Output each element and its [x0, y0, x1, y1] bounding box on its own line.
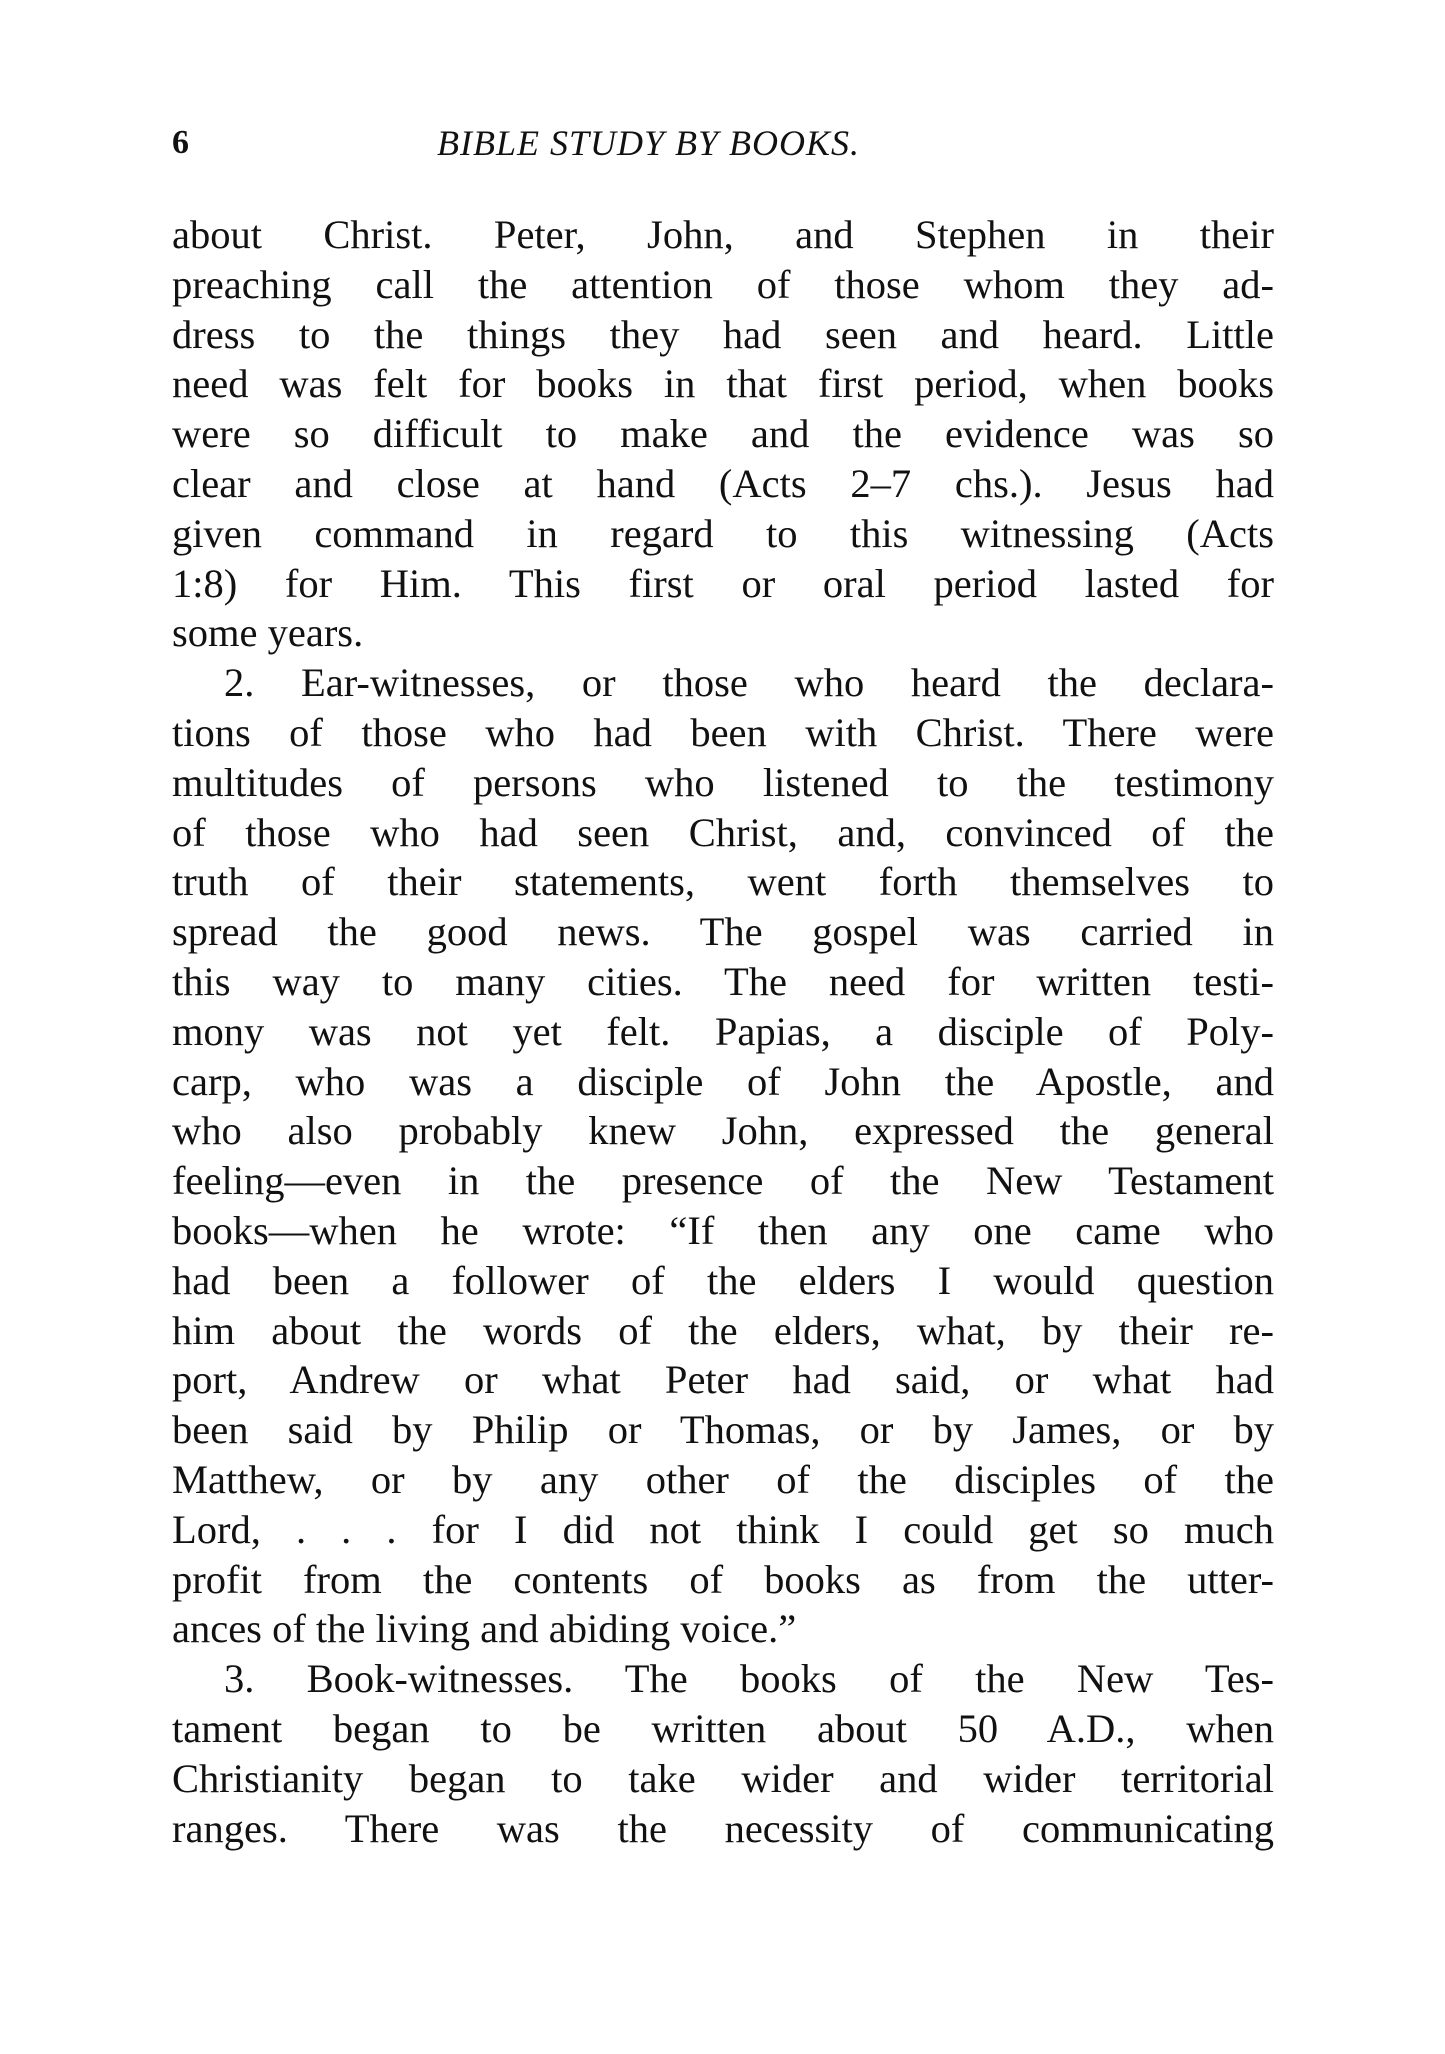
text-line: some years. [172, 610, 364, 656]
text-line: preaching call the attention of those whom they ad- [172, 261, 1274, 307]
text-line: books—when he wrote: “If then any one came who [172, 1207, 1274, 1253]
text-line: clear and close at hand (Acts 2–7 chs.). Jesus had [172, 460, 1274, 506]
text-line: 3. Book-witnesses. The books of the New Tes- [224, 1656, 1274, 1702]
text-line: ances of the living and abiding voice.” [172, 1606, 797, 1652]
text-line: Matthew, or by any other of the disciples of the [172, 1456, 1274, 1502]
text-line: ranges. There was the necessity of communicating [172, 1805, 1274, 1851]
text-line: Lord, . . . for I did not think I could get so much [172, 1506, 1274, 1552]
running-head [172, 118, 1272, 168]
text-line: given command in regard to this witnessing (Acts [172, 510, 1274, 556]
text-line: had been a follower of the elders I would question [172, 1257, 1274, 1303]
text-line: port, Andrew or what Peter had said, or what had [172, 1357, 1274, 1403]
text-line: been said by Philip or Thomas, or by James, or by [172, 1407, 1274, 1453]
text-line: spread the good news. The gospel was carried in [172, 909, 1274, 955]
text-line: Christianity began to take wider and wider territorial [172, 1755, 1274, 1801]
text-line: carp, who was a disciple of John the Apostle, and [172, 1058, 1274, 1104]
text-line: dress to the things they had seen and heard. Little [172, 311, 1274, 357]
text-line: multitudes of persons who listened to the testimony [172, 759, 1274, 805]
text-line: mony was not yet felt. Papias, a disciple of Poly- [172, 1008, 1274, 1054]
text-line: tament began to be written about 50 A.D., when [172, 1705, 1274, 1751]
text-line: about Christ. Peter, John, and Stephen in their [172, 212, 1274, 257]
text-line: who also probably knew John, expressed the general [172, 1108, 1274, 1154]
body-text [172, 210, 1274, 1853]
page-number: 6 [172, 124, 189, 161]
text-line: 2. Ear-witnesses, or those who heard the declara- [224, 660, 1274, 706]
text-line: profit from the contents of books as from the utter- [172, 1556, 1274, 1602]
text-line: tions of those who had been with Christ. There were [172, 709, 1274, 755]
text-line: need was felt for books in that first period, when books [172, 361, 1274, 407]
text-line: feeling—even in the presence of the New Testament [172, 1158, 1274, 1204]
text-line: of those who had seen Christ, and, convinced of the [172, 809, 1274, 855]
text-line: were so difficult to make and the evidence was so [172, 411, 1274, 457]
text-line: 1:8) for Him. This first or oral period lasted for [172, 560, 1274, 606]
text-line: this way to many cities. The need for written testi- [172, 958, 1274, 1004]
text-line: him about the words of the elders, what, by their re- [172, 1307, 1274, 1353]
running-title: BIBLE STUDY BY BOOKS. [437, 123, 861, 163]
text-line: truth of their statements, went forth themselves to [172, 859, 1274, 905]
